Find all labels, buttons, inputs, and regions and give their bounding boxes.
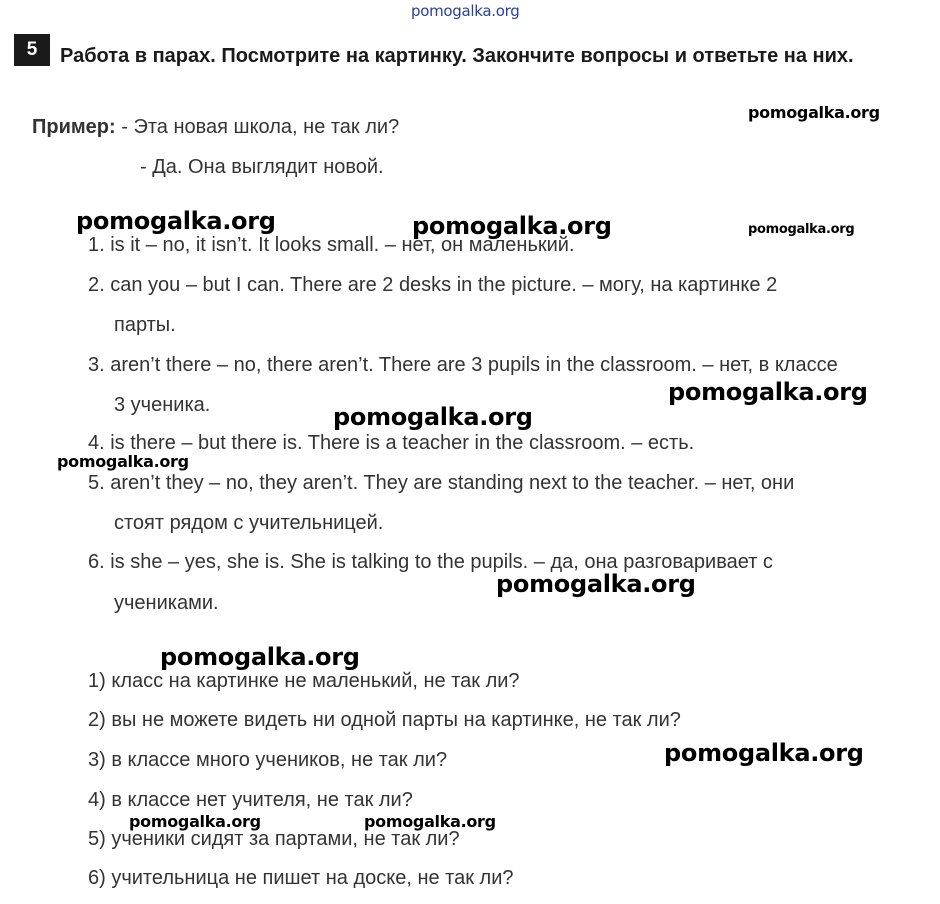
answer-5: 5. aren’t they – no, they aren’t. They are standing next to the teacher. – нет, они	[88, 472, 795, 494]
translation-2: 2) вы не можете видеть ни одной парты на картинке, не так ли?	[88, 709, 681, 731]
example-line-2: - Да. Она выглядит новой.	[140, 156, 384, 178]
translation-1: 1) класс на картинке не маленький, не так ли?	[88, 670, 520, 692]
answer-2-cont: парты.	[114, 314, 176, 336]
answer-3-cont: 3 ученика.	[114, 394, 211, 416]
answer-3: 3. aren’t there – no, there aren’t. There are 3 pupils in the classroom. – нет, в классе	[88, 354, 838, 376]
translation-4: 4) в классе нет учителя, не так ли?	[88, 789, 413, 811]
answer-6-cont: учениками.	[114, 592, 219, 614]
example-label: Пример:	[32, 116, 116, 138]
watermark: pomogalka.org	[748, 103, 880, 122]
watermark: pomogalka.org	[333, 403, 533, 431]
watermark: pomogalka.org	[160, 643, 360, 671]
translation-5: 5) ученики сидят за партами, не так ли?	[88, 828, 460, 850]
watermark: pomogalka.org	[668, 378, 868, 406]
translation-3: 3) в классе много учеников, не так ли?	[88, 749, 448, 771]
answer-2: 2. can you – but I can. There are 2 desks in the picture. – могу, на картинке 2	[88, 274, 778, 296]
answer-4: 4. is there – but there is. There is a teacher in the classroom. – есть.	[88, 432, 695, 454]
watermark: pomogalka.org	[57, 452, 189, 471]
watermark: pomogalka.org	[364, 812, 496, 831]
watermark: pomogalka.org	[664, 739, 864, 767]
task-number-badge: 5	[14, 34, 50, 66]
answer-6: 6. is she – yes, she is. She is talking to the pupils. – да, она разговаривает с	[88, 551, 773, 573]
example-question: - Эта новая школа, не так ли?	[121, 116, 400, 138]
answer-5-cont: стоят рядом с учительницей.	[114, 512, 384, 534]
watermark: pomogalka.org	[76, 207, 276, 235]
watermark: pomogalka.org	[496, 570, 696, 598]
watermark: pomogalka.org	[412, 212, 612, 240]
watermark: pomogalka.org	[129, 812, 261, 831]
watermark-top: pomogalka.org	[411, 2, 520, 20]
translation-6: 6) учительница не пишет на доске, не так ли?	[88, 867, 514, 889]
answer-1: 1. is it – no, it isn’t. It looks small. – нет, он маленький.	[88, 234, 575, 256]
example-line-1	[32, 116, 399, 139]
watermark: pomogalka.org	[748, 222, 855, 237]
task-instruction: Работа в парах. Посмотрите на картинку. Закончите вопросы и ответьте на них.	[60, 45, 854, 67]
